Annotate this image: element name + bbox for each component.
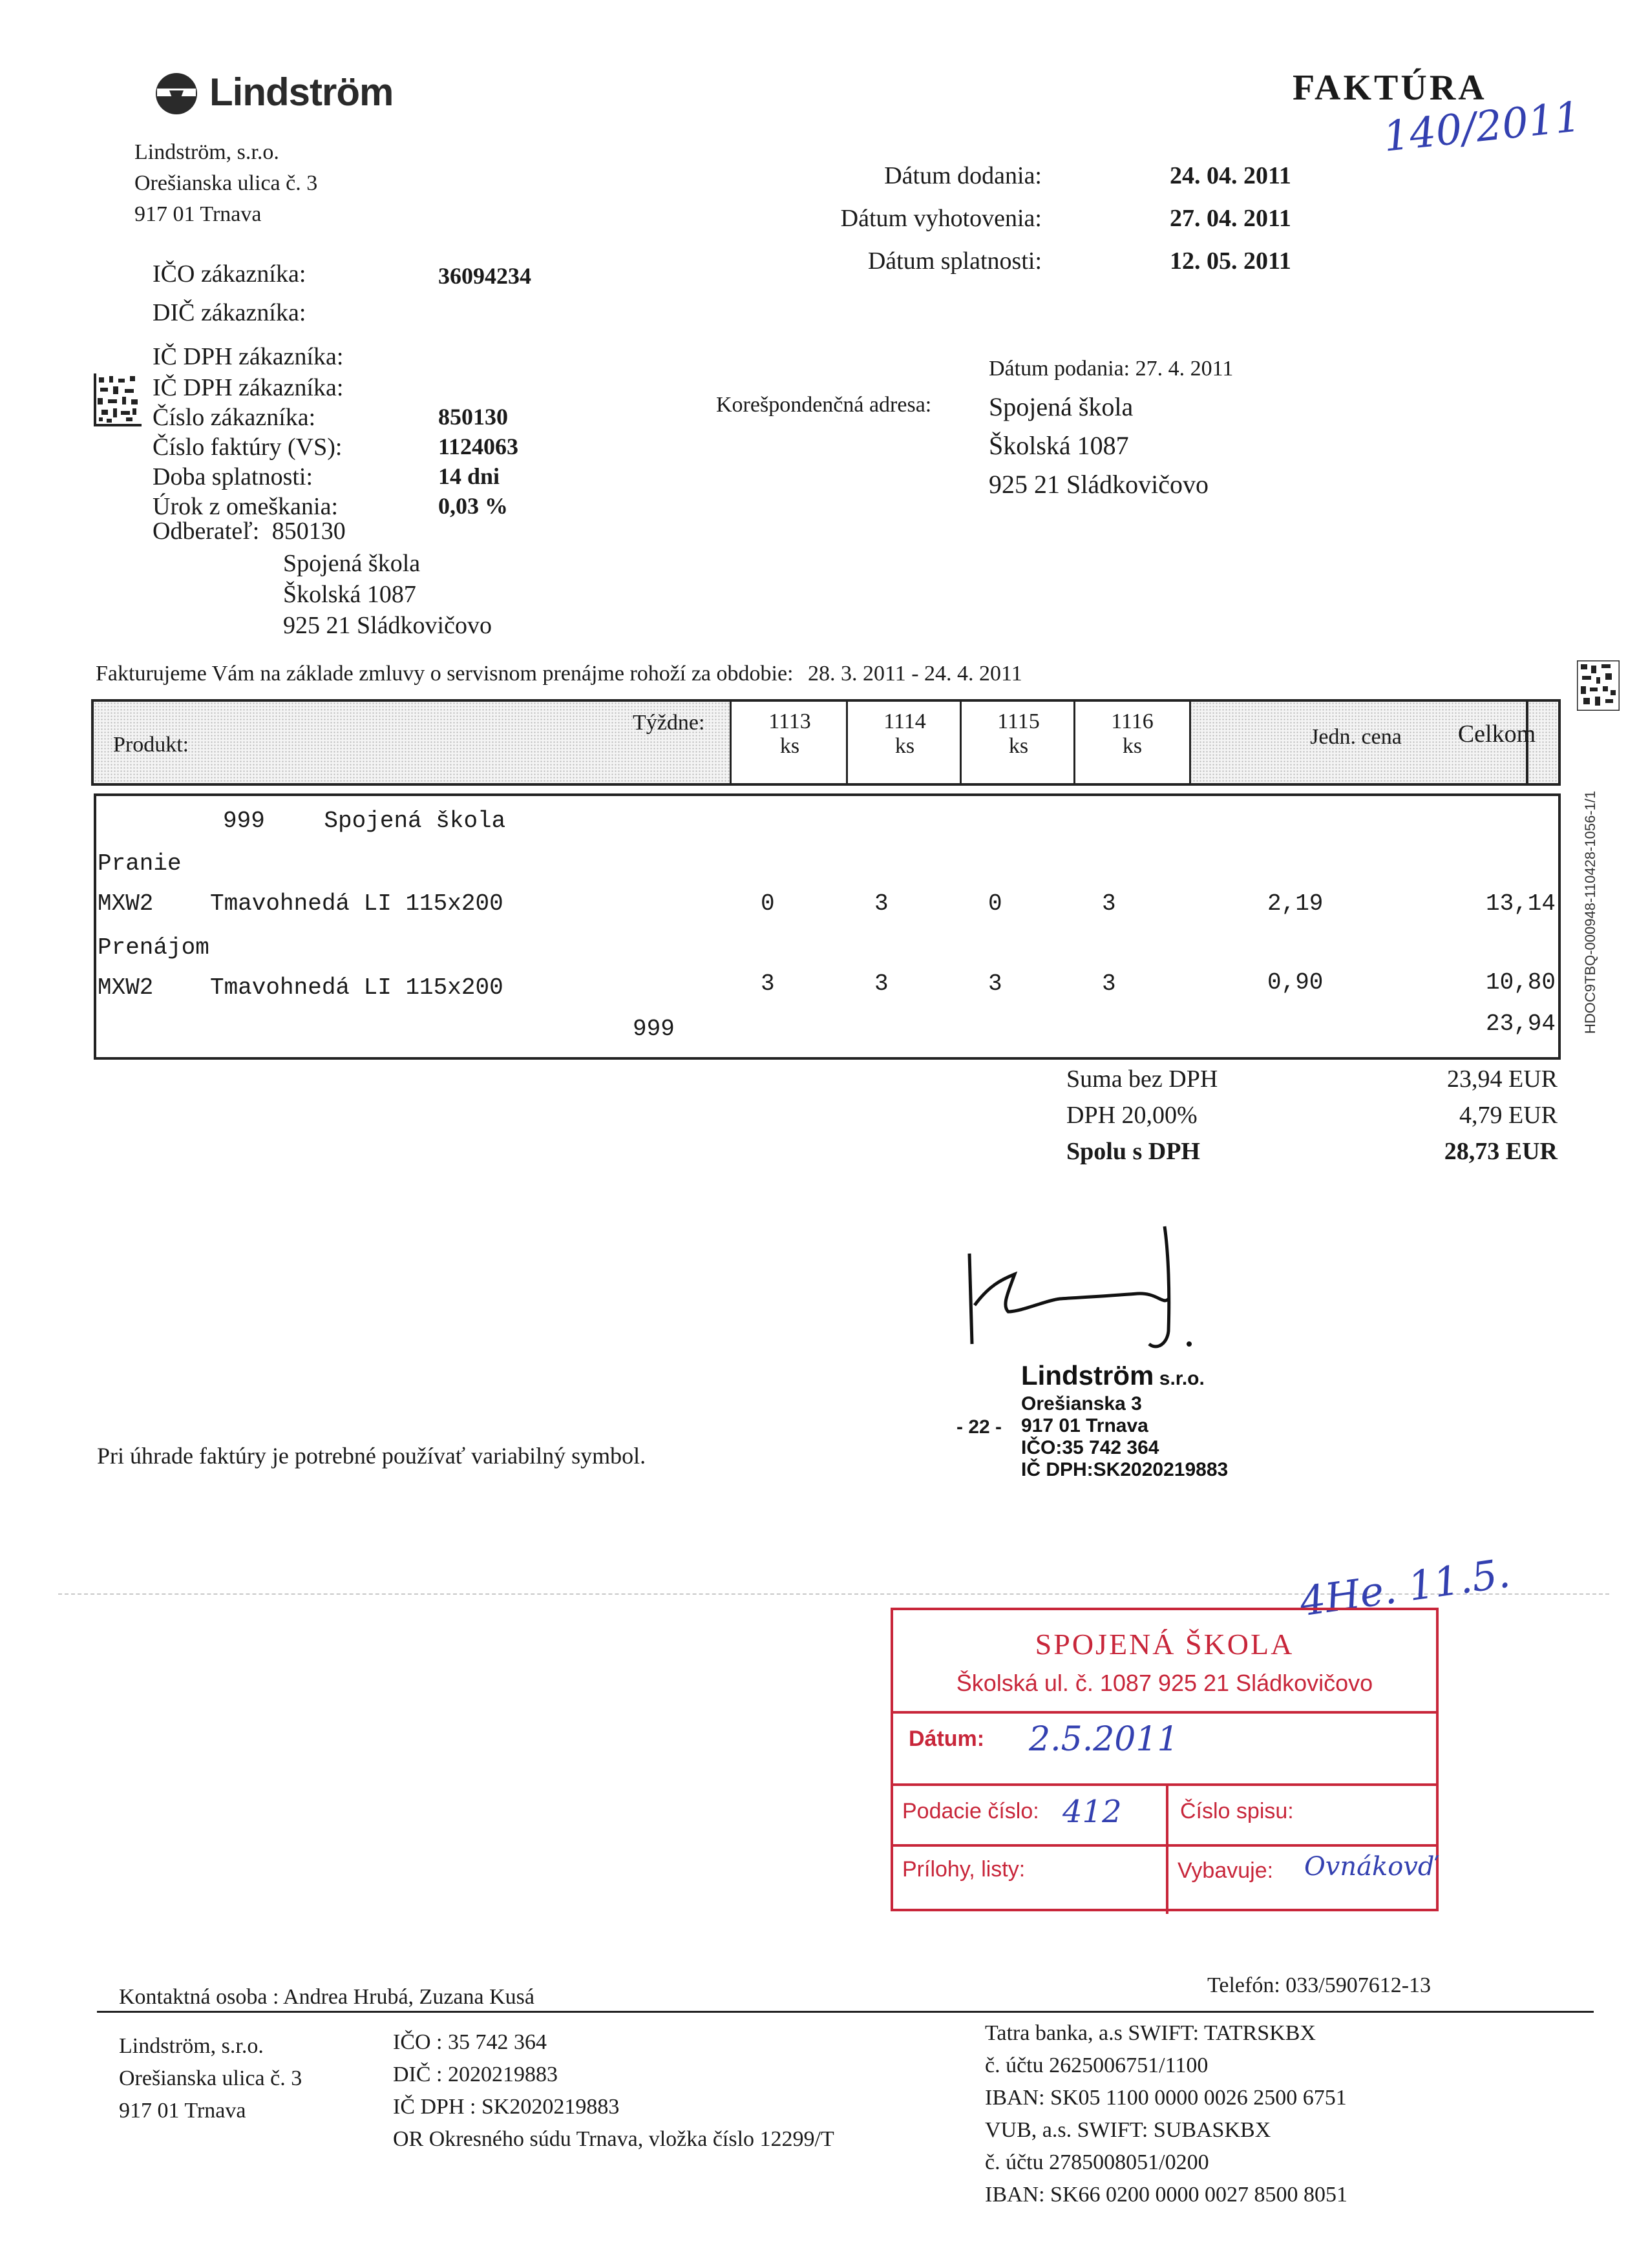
footer-address-line: Orešianska ulica č. 3	[119, 2066, 302, 2090]
field-label: Číslo faktúry (VS):	[153, 434, 343, 461]
unit-price: 2,19	[1267, 890, 1324, 917]
date-row	[834, 162, 1325, 204]
subtotal-row	[96, 1012, 1558, 1040]
footer-contact: Kontaktná osoba : Andrea Hrubá, Zuzana Kusá	[119, 1985, 534, 2009]
week-number: 1116	[1111, 709, 1154, 733]
summary-value: 4,79 EUR	[1459, 1102, 1558, 1129]
table-header	[91, 699, 1561, 786]
registry-podacie-value: 412	[1062, 1794, 1122, 1830]
week-number: 1115	[997, 709, 1040, 733]
stamp-ico: IČO:35 742 364	[1021, 1437, 1159, 1458]
odberatel-block	[153, 517, 346, 545]
stamp-number: - 22 -	[956, 1416, 1002, 1438]
stamp-suffix: s.r.o.	[1159, 1368, 1205, 1389]
registry-prilohy-label: Prílohy, listy:	[902, 1857, 1026, 1882]
customer-field-row	[153, 260, 605, 299]
weeks-header: Týždne:	[633, 711, 705, 735]
company-stamp	[1021, 1360, 1229, 1481]
week-unit: ks	[1008, 734, 1029, 758]
footer-bank-line: IBAN: SK66 0200 0000 0027 8500 8051	[985, 2183, 1348, 2207]
week-unit: ks	[894, 734, 915, 758]
customer-field-row	[153, 463, 605, 492]
company-logo	[154, 68, 412, 120]
odberatel-code: 850130	[271, 518, 346, 545]
footer-phone: Telefón: 033/5907612-13	[1207, 1973, 1431, 1997]
date-row	[834, 247, 1325, 289]
footer-bank-line: VUB, a.s. SWIFT: SUBASKBX	[985, 2118, 1271, 2142]
supplier-name: Lindström, s.r.o.	[134, 140, 279, 164]
customer-field-row	[153, 433, 605, 463]
footer-bank	[985, 2017, 1347, 2211]
total-header-label: Celkom	[1457, 720, 1536, 748]
customer-fields	[153, 260, 605, 520]
field-value: 0,03 %	[438, 493, 508, 519]
registry-address: Školská ul. č. 1087 925 21 Sládkovičovo	[956, 1670, 1373, 1696]
section-title: Prenájom	[98, 934, 209, 961]
qr-code-icon	[1577, 660, 1620, 711]
week-column	[846, 702, 962, 783]
registry-divider	[893, 1844, 1436, 1847]
date-label: Dátum dodania:	[884, 162, 1042, 189]
qty-cell: 0	[761, 890, 775, 917]
week-unit: ks	[1122, 734, 1143, 758]
billing-period: 28. 3. 2011 - 24. 4. 2011	[807, 662, 1022, 686]
correspondence-street: Školská 1087	[989, 431, 1129, 460]
supplier-city: 917 01 Trnava	[134, 202, 262, 226]
qty-cell: 3	[1102, 971, 1116, 997]
footer-id-line: IČ DPH : SK2020219883	[393, 2095, 620, 2119]
summary-row	[1066, 1137, 1558, 1173]
unit-price: 0,90	[1267, 969, 1324, 996]
qty-cell: 3	[1102, 890, 1116, 917]
section-title: Pranie	[98, 850, 182, 877]
subtotal-value: 23,94	[1485, 1011, 1556, 1037]
week-number: 1114	[883, 709, 926, 733]
product-code: MXW2	[98, 974, 154, 1001]
summary-value: 23,94 EUR	[1447, 1066, 1558, 1093]
date-label: Dátum splatnosti:	[867, 247, 1042, 275]
field-label: Úrok z omeškania:	[153, 493, 339, 520]
correspondence-label: Korešpondenčná adresa:	[716, 393, 932, 417]
variable-symbol-note: Pri úhrade faktúry je potrebné používať variabilný symbol.	[97, 1443, 646, 1469]
field-value: 36094234	[438, 263, 531, 289]
odberatel-address	[283, 548, 492, 641]
product-desc: Tmavohnedá LI 115x200	[210, 974, 503, 1001]
registry-divider	[893, 1783, 1436, 1786]
row-total: 10,80	[1485, 969, 1556, 996]
footer-address-line: 917 01 Trnava	[119, 2099, 246, 2123]
billing-intro	[96, 662, 1022, 686]
summary-row	[1066, 1065, 1558, 1101]
field-label: Číslo zákazníka:	[153, 404, 316, 431]
product-desc: Tmavohnedá LI 115x200	[210, 890, 503, 917]
signature-mark	[963, 1215, 1234, 1370]
handwritten-note: 4He. 11.5.	[1296, 1549, 1513, 1626]
group-row	[223, 808, 505, 834]
customer-field-row	[153, 342, 605, 373]
registry-date-label: Dátum:	[909, 1727, 985, 1751]
footer-ids	[393, 2026, 834, 2156]
odberatel-name: Spojená škola	[283, 550, 421, 577]
odberatel-label: Odberateľ:	[153, 518, 260, 545]
week-number: 1113	[768, 709, 811, 733]
datamatrix-icon	[94, 373, 142, 426]
customer-field-row	[153, 373, 605, 403]
correspondence-address	[989, 388, 1209, 504]
qty-cell: 3	[988, 971, 1002, 997]
stamp-company	[1021, 1360, 1228, 1393]
unit-price-header: Jedn. cena	[1310, 725, 1402, 749]
week-column	[960, 702, 1075, 783]
document-title: FAKTÚRA	[1293, 68, 1487, 108]
table-row	[96, 890, 1558, 919]
group-code: 999	[223, 808, 265, 834]
odberatel-city: 925 21 Sládkovičovo	[283, 612, 492, 639]
registry-title: SPOJENÁ ŠKOLA	[1035, 1628, 1294, 1661]
table-row	[96, 969, 1558, 1003]
registry-vertical-divider	[1166, 1783, 1168, 1914]
correspondence-city: 925 21 Sládkovičovo	[989, 470, 1209, 499]
qty-cell: 3	[761, 971, 775, 997]
registry-vybavuje-value: Ovnákovď	[1304, 1852, 1435, 1882]
week-column	[1073, 702, 1191, 783]
week-column	[730, 702, 848, 783]
footer-bank-line: č. účtu 2785008051/0200	[985, 2150, 1209, 2174]
footer-id-line: DIČ : 2020219883	[393, 2063, 558, 2086]
qty-cell: 3	[874, 971, 889, 997]
odberatel-street: Školská 1087	[283, 581, 416, 608]
qty-cell: 0	[988, 890, 1002, 917]
qty-cell: 3	[874, 890, 889, 917]
summary-value: 28,73 EUR	[1444, 1138, 1558, 1165]
handwritten-invoice-number: 140/2011	[1380, 93, 1583, 162]
logo-wordmark: Lindström	[209, 70, 394, 114]
supplier-street: Orešianska ulica č. 3	[134, 171, 318, 195]
summary-label: DPH 20,00%	[1066, 1102, 1198, 1129]
footer-address-line: Lindström, s.r.o.	[119, 2034, 264, 2058]
date-label: Dátum vyhotovenia:	[840, 205, 1042, 232]
footer-rule	[97, 2011, 1594, 2013]
footer-id-line: OR Okresného súdu Trnava, vložka číslo 12299/T	[393, 2127, 834, 2151]
stamp-city: 917 01 Trnava	[1021, 1415, 1148, 1436]
registry-date-value: 2.5.2011	[1029, 1720, 1179, 1759]
stamp-icdph: IČ DPH:SK2020219883	[1021, 1459, 1229, 1480]
footer-bank-line: IBAN: SK05 1100 0000 0026 2500 6751	[985, 2086, 1347, 2110]
group-name: Spojená škola	[324, 808, 506, 834]
field-value: 1124063	[438, 434, 519, 459]
row-total: 13,14	[1485, 890, 1556, 917]
field-label: IČO zákazníka:	[153, 260, 306, 288]
correspondence-name: Spojená škola	[989, 392, 1134, 421]
summary-label: Spolu s DPH	[1066, 1138, 1200, 1165]
field-label: Doba splatnosti:	[153, 463, 313, 490]
week-unit: ks	[779, 734, 800, 758]
registry-vybavuje-label: Vybavuje:	[1178, 1858, 1274, 1883]
registry-podacie-label: Podacie číslo:	[902, 1799, 1039, 1823]
product-code: MXW2	[98, 890, 154, 917]
field-value: 14 dni	[438, 463, 500, 489]
supplier-address	[134, 137, 317, 230]
registry-spis-label: Číslo spisu:	[1180, 1799, 1294, 1823]
footer-address	[119, 2030, 302, 2127]
registry-stamp	[891, 1608, 1439, 1911]
registry-divider	[893, 1711, 1436, 1714]
field-label: IČ DPH zákazníka:	[153, 343, 344, 370]
field-value: 850130	[438, 404, 508, 430]
stamp-name: Lindström	[1021, 1360, 1154, 1391]
invoice-dates	[834, 162, 1325, 289]
summary-label: Suma bez DPH	[1066, 1066, 1218, 1093]
date-value: 12. 05. 2011	[1170, 247, 1291, 275]
customer-field-row	[153, 403, 605, 433]
lindstrom-logo-icon	[154, 71, 199, 116]
subtotal-code: 999	[633, 1016, 675, 1042]
footer-bank-line: č. účtu 2625006751/1100	[985, 2053, 1209, 2077]
side-document-code: HDOC9TBQ-000948-110428-1056-1/1	[1582, 790, 1598, 1034]
summary-row	[1066, 1101, 1558, 1137]
stamp-street: Orešianska 3	[1021, 1393, 1142, 1414]
product-header: Produkt:	[113, 733, 189, 757]
date-row	[834, 204, 1325, 247]
footer-bank-line: Tatra banka, a.s SWIFT: TATRSKBX	[985, 2021, 1316, 2045]
totals-summary	[1066, 1065, 1558, 1173]
field-label: IČ DPH zákazníka:	[153, 374, 344, 401]
customer-field-row	[153, 299, 605, 337]
date-value: 24. 04. 2011	[1170, 162, 1291, 189]
footer-id-line: IČO : 35 742 364	[393, 2030, 547, 2054]
table-body	[94, 793, 1561, 1060]
field-label: DIČ zákazníka:	[153, 299, 306, 326]
submitted-date: Dátum podania: 27. 4. 2011	[989, 357, 1234, 381]
intro-text: Fakturujeme Vám na základe zmluvy o servisnom prenájme rohoží za obdobie:	[96, 662, 794, 686]
date-value: 27. 04. 2011	[1170, 205, 1291, 232]
